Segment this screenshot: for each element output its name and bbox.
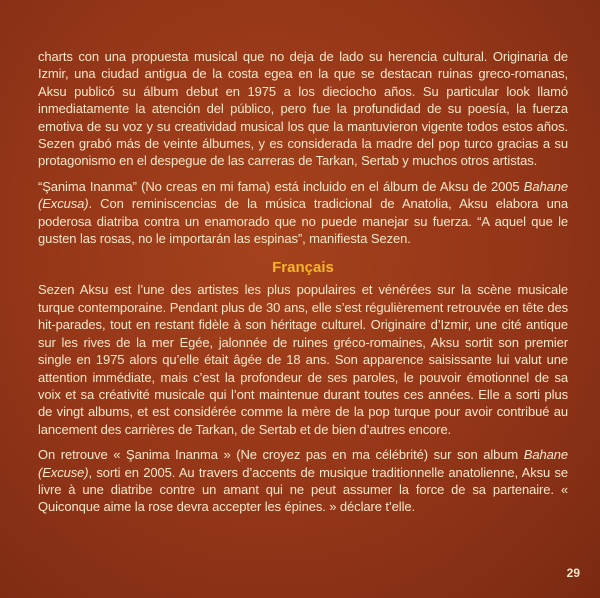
spanish-p2-start: “Şanima Inanma” (No creas en mi fama) está incluido en el álbum de Aksu de 2005 [38,178,524,194]
page-number: 29 [566,566,580,580]
french-p2-start: On retrouve « Şanima Inanma » (Ne croyez pas en ma célébrité) sur son album [38,447,524,463]
album-title-spanish: Bahane (Excusa) [38,178,568,212]
spanish-paragraph-1: charts con una propuesta musical que no deja de lado su herencia cultural. Originaria de Izmir, una ciudad antigua de la costa egea en la que se destacan ruinas greco-romanas, Aksu publicó su álbum debut en 1975 a los dieciocho años. Su particular look llamó inmediatamente la atención del público, pero fue la profundidad de su poesía, la fuerza emotiva de su voz y su creatividad musical los que la mantuvieron vigente todos estos años. Sezen grabó más de veinte álbumes, y es considerada la madre del pop turco gracias a su protagonismo en el despegue de las carreras de Tarkan, Sertab y muchos otros artistas. [38,49,568,169]
booklet-page [38,48,568,524]
album-title-french: Bahane (Excuse) [38,447,568,480]
french-paragraph-1: Sezen Aksu est l’une des artistes les plus populaires et vénérées sur la scène musicale turque contemporaine. Pendant plus de 30 ans, elle s’est régulièrement retrouvée en tête des hit-parades, tout en restant fidèle à son héritage culturel. Originaire d’Izmir, une cité antique sur les rives de la mer Egée, jalonnée de ruines gréco-romaines, Aksu sortit son premier single en 1975 alors qu’elle était âgée de 18 ans. Son apparence saisissante lui valut une attention immédiate, mais c’est la profondeur de ses paroles, le pouvoir émotionnel de sa voix et sa créativité musicale qui l’ont maintenue durant toutes ces années. Elle a sorti plus de vingt albums, et est considérée comme la mère de la pop turque pour avoir contribué au lancement des carrières de Tarkan, de Sertab et de bien d’autres encore. [38,282,568,437]
spanish-p2-end: . Con reminiscencias de la música tradicional de Anatolia, Aksu elabora una poderosa diatriba contra un enamorado que no puede manejar su fuerza. “A aquel que le gusten las rosas, no le importarán las espinas”, manifiesta Sezen. [38,196,568,247]
spanish-paragraph-2 [38,178,568,248]
french-paragraph-2 [38,446,568,516]
french-heading: Français [272,259,334,277]
french-p2-end: , sorti en 2005. Au travers d’accents de musique traditionnelle anatolienne, Aksu se livre à une diatribe contre un amant qui ne peut assumer la force de sa partenaire. « Quiconque aime la rose devra accepter les épines. » déclare t’elle. [38,464,568,515]
